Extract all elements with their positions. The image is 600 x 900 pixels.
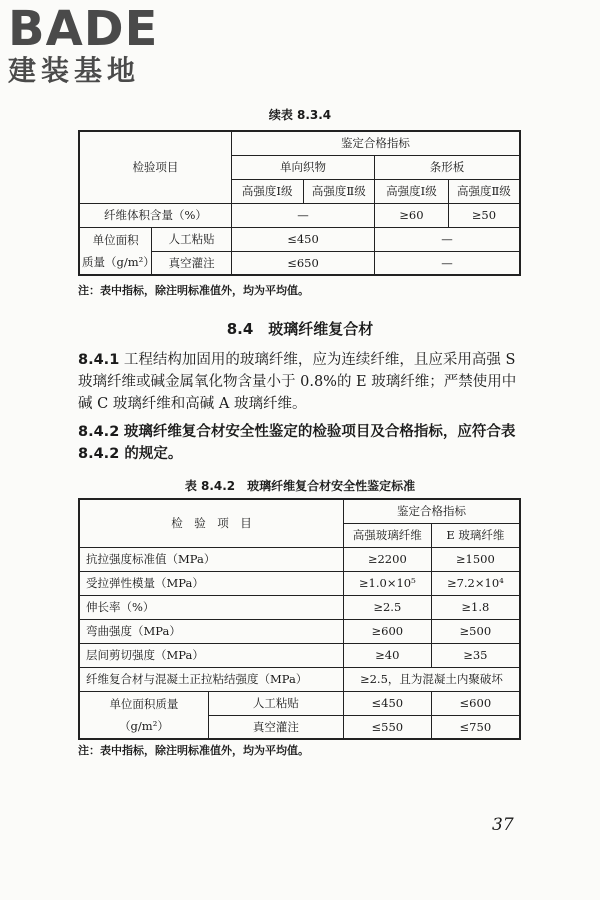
table1-mass-label-line1: 单位面积	[92, 232, 139, 247]
table2-col-header: 高强玻璃纤维	[343, 523, 431, 547]
logo-subtitle: 建装基地	[8, 54, 141, 87]
table2-item-header: 检 验 项 目	[79, 499, 343, 547]
table1	[78, 130, 521, 276]
table1-cell: —	[231, 203, 374, 227]
table1-note: 注：表中指标，除注明标准值外，均为平均值。	[78, 284, 309, 297]
paragraph-8-4-2	[78, 421, 523, 465]
table1-cell: —	[375, 251, 520, 275]
table1-cell: ≥50	[448, 203, 520, 227]
table2-cell: ≥2.5，且为混凝土内聚破坏	[343, 667, 520, 691]
table1-col-header: 高强度Ⅱ级	[303, 179, 375, 203]
table1-cell: ≥60	[375, 203, 449, 227]
table-row	[79, 643, 520, 667]
page-number: 37	[492, 815, 514, 835]
table1-col-header: 高强度Ⅱ级	[448, 179, 520, 203]
table2-note: 注：表中指标，除注明标准值外，均为平均值。	[78, 744, 309, 757]
table2-cell: ≥1.8	[431, 595, 520, 619]
table2-cell: ≥2.5	[343, 595, 431, 619]
table-row	[79, 595, 520, 619]
table1-cell: ≤450	[231, 227, 374, 251]
table2-row-label: 纤维复合材与混凝土正拉粘结强度（MPa）	[79, 667, 343, 691]
section-title: 8.4 玻璃纤维复合材	[226, 320, 374, 338]
logo-wordmark: BADE	[8, 1, 159, 57]
table2-row-label: 真空灌注	[208, 715, 343, 739]
table1-caption: 续表 8.3.4	[268, 108, 332, 122]
table2-row-label: 层间剪切强度（MPa）	[79, 643, 343, 667]
table2-row-label: 弯曲强度（MPa）	[79, 619, 343, 643]
table2-cell: ≥35	[431, 643, 520, 667]
table-row	[79, 619, 520, 643]
table1-mass-label	[79, 227, 155, 275]
table1-col-header: 高强度Ⅰ级	[231, 179, 303, 203]
clause-number: 8.4.1	[78, 352, 120, 368]
table2-row-label: 伸长率（%）	[79, 595, 343, 619]
table1-col-header: 高强度Ⅰ级	[375, 179, 449, 203]
clause-text: 玻璃纤维复合材安全性鉴定的检验项目及合格指标，应符合表 8.4.2 的规定。	[78, 424, 516, 462]
table2-cell: ≤450	[343, 691, 431, 715]
table2-cell: ≥1500	[431, 547, 520, 571]
table1-group-header: 鉴定合格指标	[231, 131, 520, 155]
table2-row-label: 受拉弹性模量（MPa）	[79, 571, 343, 595]
table1-row-label: 真空灌注	[152, 251, 232, 275]
table-row	[79, 667, 520, 691]
table2-cell: ≥40	[343, 643, 431, 667]
table2-cell: ≥600	[343, 619, 431, 643]
table-row	[79, 571, 520, 595]
clause-number: 8.4.2	[78, 424, 120, 440]
logo	[8, 2, 158, 86]
table2-mass-label-line1: 单位面积质量	[109, 696, 179, 711]
clause-text: 工程结构加固用的玻璃纤维，应为连续纤维，且应采用高强 S 玻璃纤维或碱金属氧化物含量小于 0.8%的 E 玻璃纤维；严禁使用中碱 C 玻璃纤维和高碱 A 玻璃纤维。	[78, 352, 517, 412]
table1-cell: —	[375, 227, 520, 251]
table1-subheader: 单向织物	[231, 155, 374, 179]
table-row	[79, 547, 520, 571]
table2-cell: ≥1.0×10⁵	[343, 571, 431, 595]
table2-col-header: E 玻璃纤维	[431, 523, 520, 547]
table2-cell: ≥2200	[343, 547, 431, 571]
table1-row-label: 纤维体积含量（%）	[79, 203, 231, 227]
table2-cell: ≤550	[343, 715, 431, 739]
table2-cell: ≥7.2×10⁴	[431, 571, 520, 595]
paragraph-8-4-1	[78, 349, 523, 415]
table2-row-label: 人工粘贴	[208, 691, 343, 715]
table1-subheader: 条形板	[375, 155, 520, 179]
table2-caption: 表 8.4.2 玻璃纤维复合材安全性鉴定标准	[184, 479, 416, 493]
table2-mass-label-line2: （g/m²）	[119, 718, 169, 733]
table1-cell: ≤650	[231, 251, 374, 275]
table2-cell: ≤750	[431, 715, 520, 739]
table2-mass-label	[79, 691, 208, 739]
table2-group-header: 鉴定合格指标	[343, 499, 520, 523]
table1-item-header: 检验项目	[79, 131, 231, 203]
table1-mass-label-line2: 质量（g/m²）	[82, 254, 155, 269]
table2	[78, 498, 521, 740]
table2-cell: ≤600	[431, 691, 520, 715]
table2-row-label: 抗拉强度标准值（MPa）	[79, 547, 343, 571]
table1-row-label: 人工粘贴	[152, 227, 232, 251]
table2-cell: ≥500	[431, 619, 520, 643]
